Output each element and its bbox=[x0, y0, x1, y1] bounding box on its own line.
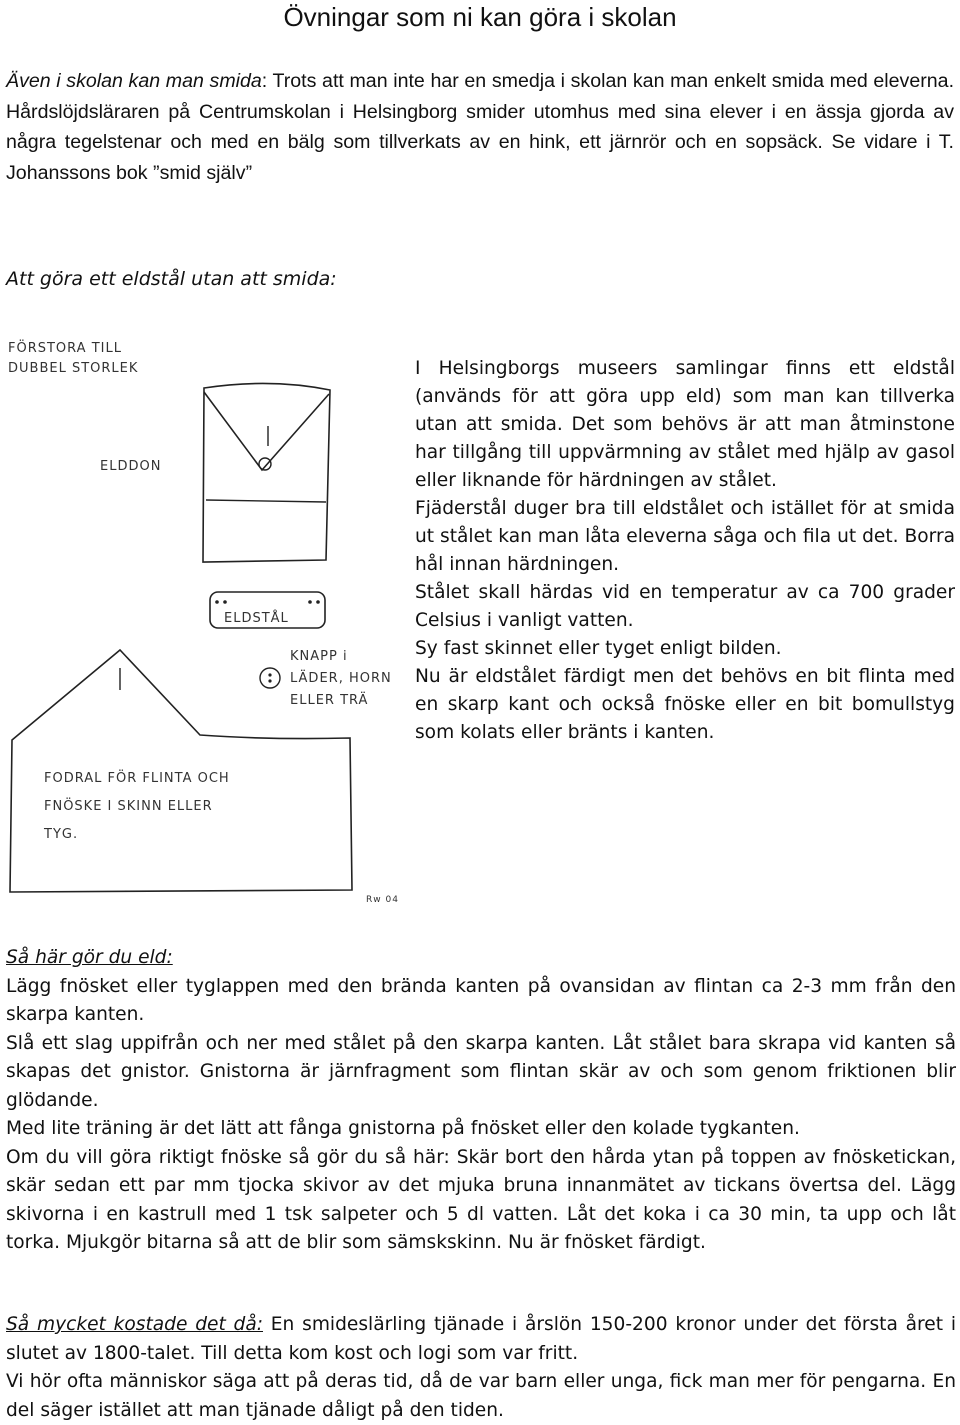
drawing-label-case-1: FODRAL FÖR FLINTA OCH bbox=[44, 771, 230, 786]
section2-paragraph: Slå ett slag uppifrån och ner med stålet på den skarpa kanten. Låt stålet bara skrapa vid kanten så skapas det gnistor. Gnistorna är järnfragment som flintan skär av och som genom friktionen blir glödande. bbox=[6, 1032, 956, 1111]
drawing-label-case-2: FNÖSKE I SKINN ELLER bbox=[44, 799, 213, 814]
section1-paragraph: Stålet skall härdas vid en temperatur av ca 700 grader Celsius i vanligt vatten. bbox=[415, 582, 955, 631]
drawing-label-case-3: TYG. bbox=[44, 827, 79, 842]
section2-paragraph: Med lite träning är det lätt att fånga gnistorna på fnösket eller den kolade tygkanten. bbox=[6, 1118, 800, 1139]
drawing-label-eldon: ELDDON bbox=[100, 459, 162, 474]
elddon-pouch bbox=[203, 383, 330, 562]
page-title: Övningar som ni kan göra i skolan bbox=[283, 2, 677, 32]
intro-paragraph bbox=[6, 66, 954, 188]
button-detail bbox=[260, 668, 280, 688]
drawing-signature: Rw 04 bbox=[366, 895, 399, 905]
section-heading-eldstal: Att göra ett eldstål utan att smida: bbox=[6, 268, 337, 290]
section-heading-make-fire: Så här gör du eld: bbox=[6, 947, 173, 968]
section2-paragraph: Lägg fnösket eller tyglappen med den brända kanten på ovansidan av flintan ca 2-3 mm från den skarpa kanten. bbox=[6, 975, 956, 1025]
section2 bbox=[6, 944, 956, 1258]
drawing-label-button-3: ELLER TRÄ bbox=[290, 693, 369, 708]
drawing-label-eldstal: ELDSTÅL bbox=[224, 611, 289, 626]
section1-body bbox=[415, 355, 955, 747]
section2-paragraph: Om du vill göra riktigt fnöske så gör du så här: Skär bort den hårda ytan på toppen av fnösketickan, skär sedan ett par mm tjocka skivor av det mjuka bruna innanmätet av tickans övertsa del. Lägg skivorna i en kastrull med 1 tsk salpeter och 5 dl vatten. Låt det koka i ca 30 min, ta upp och låt torka. Mjukgör bitarna så att de blir som sämskskinn. Nu är fnösket färdigt. bbox=[6, 1146, 956, 1253]
intro-lead: Även i skolan kan man smida bbox=[6, 70, 262, 92]
drawing-label-enlarge-1: FÖRSTORA TILL bbox=[8, 341, 122, 356]
eldstal-drawing bbox=[0, 330, 399, 910]
intro-text: : Trots att man inte har en smedja i skolan kan man enkelt smida med eleverna. Hårdslöjdsläraren på Centrumskolan i Helsingborg smider utomhus med sina elever i en ässja gjorda av några tegelstenar och med en bälg som tillverkats av en hink, ett järnrör och en sopsäck. Se vidare i T. Johanssons bok ”smid själv” bbox=[6, 70, 955, 184]
section3-paragraph-2: Vi hör ofta människor säga att på deras tid, då de var barn eller unga, fick man mer för pengarna. En del säger istället att man tjänade dåligt på den tiden. bbox=[6, 1371, 956, 1421]
section3-text: En smideslärling tjänade i årslön 150-200 kronor under det första året i slutet av 1800-talet. Till detta kom kost och logi som var fritt. bbox=[6, 1314, 956, 1364]
section1-paragraph: Nu är eldstålet färdigt men det behövs en bit flinta med en skarp kant och också fnöske eller en bit bomullstyg som kolats eller bränts i kanten. bbox=[415, 666, 955, 743]
drawing-label-button-2: LÄDER, HORN bbox=[290, 671, 392, 686]
section3-paragraph bbox=[6, 1311, 956, 1368]
section1-paragraph: Sy fast skinnet eller tyget enligt bilden. bbox=[415, 638, 782, 659]
section-heading-cost: Så mycket kostade det då: bbox=[6, 1314, 263, 1335]
drawing-label-enlarge-2: DUBBEL STORLEK bbox=[8, 361, 139, 376]
section1-paragraph: Fjäderstål duger bra till eldstålet och istället för at smida ut stålet kan man låta eleverna såga och fila ut det. Borra hål innan härdningen. bbox=[415, 498, 955, 575]
section3 bbox=[6, 1311, 956, 1425]
drawing-label-button-1: KNAPP i bbox=[290, 649, 348, 664]
section1-paragraph: I Helsingborgs museers samlingar finns ett eldstål (används för att göra upp eld) som man kan tillverka utan att smida. Det som behövs är att man åtminstone har tillgång till uppvärmning av stålet med hjälp av gasol eller liknande för härdningen av stålet. bbox=[415, 358, 955, 491]
